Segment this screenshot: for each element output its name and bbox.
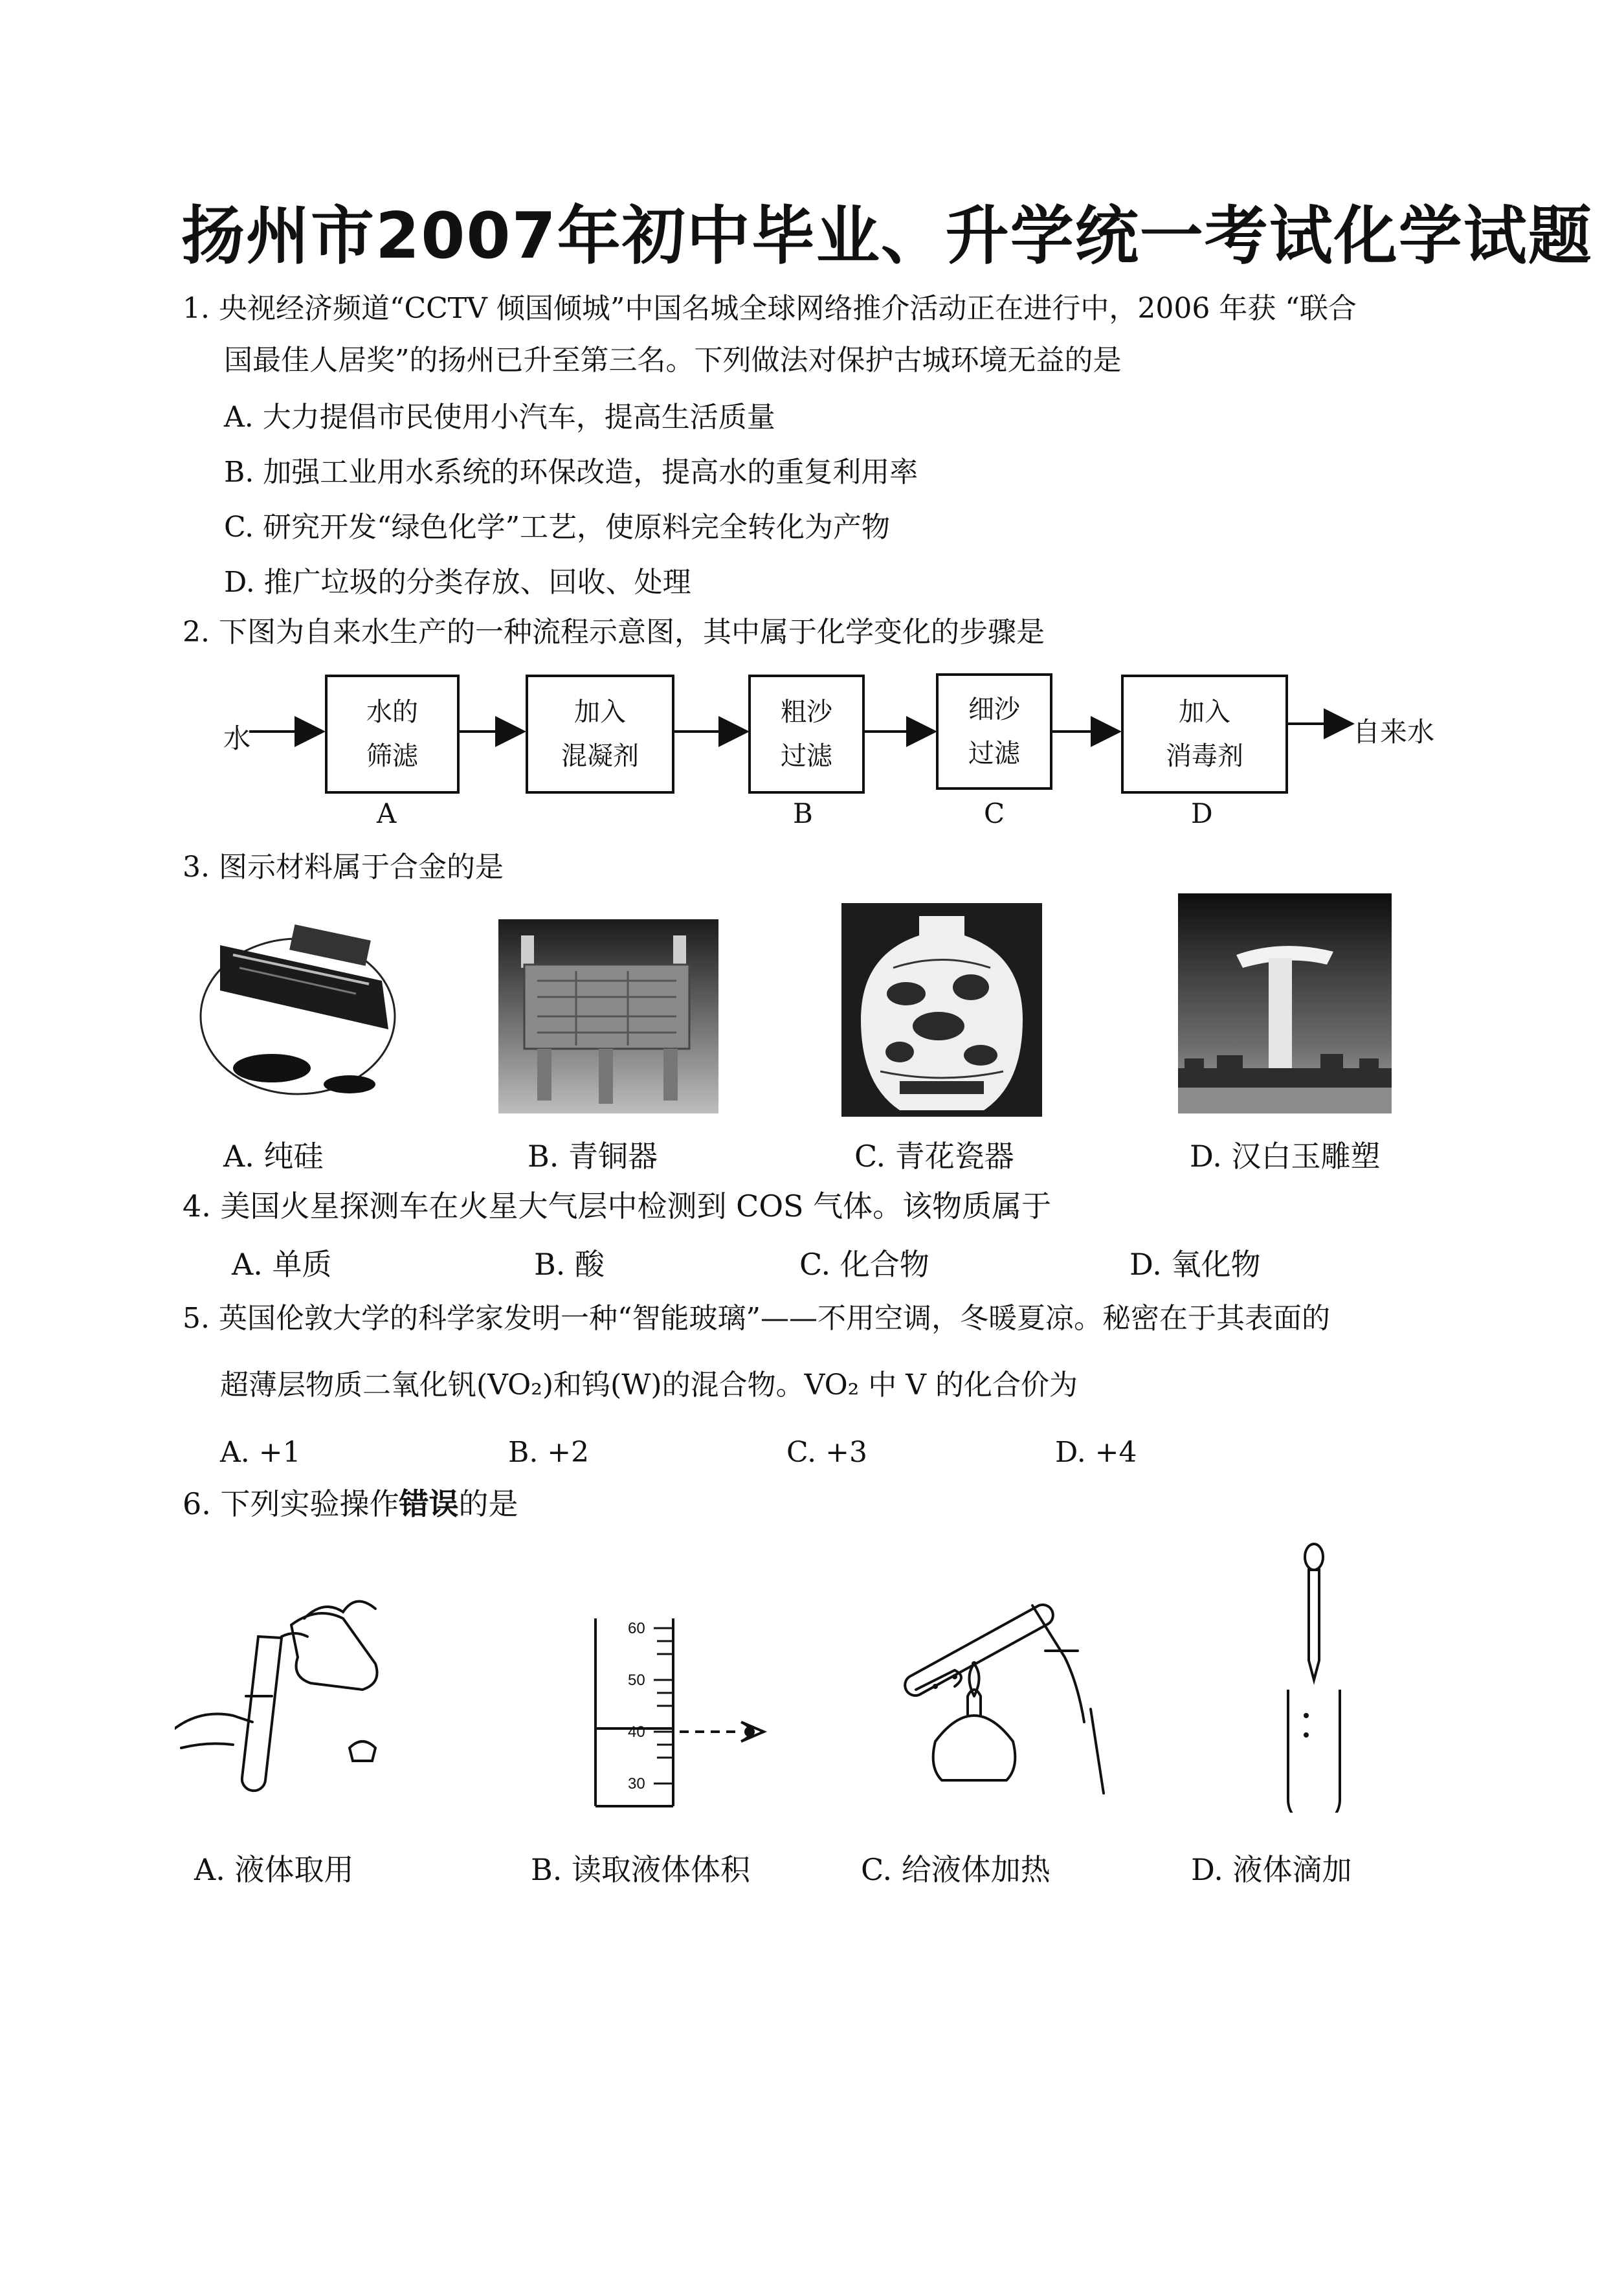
q5-stem-line2: 超薄层物质二氧化钒(VO₂)和钨(W)的混合物。VO₂ 中 V 的化合价为 xyxy=(220,1369,1078,1402)
flow-box-1-line2: 筛滤 xyxy=(366,741,418,771)
flow-label-d: D xyxy=(1191,798,1213,829)
q1-option-a: A. 大力提倡市民使用小汽车，提高生活质量 xyxy=(224,401,775,434)
q3-caption-c: C. 青花瓷器 xyxy=(854,1139,1014,1174)
q1-stem-line1: 1. 央视经济频道“CCTV 倾国倾城”中国名城全球网络推介活动正在进行中，2006 年获 “联合 xyxy=(183,292,1357,325)
flow-box-5-line2: 消毒剂 xyxy=(1166,741,1243,771)
q5-option-d: D. +4 xyxy=(1055,1436,1137,1469)
q6-stem-post: 的是 xyxy=(458,1486,518,1521)
flow-box-fine-sand xyxy=(936,673,1052,790)
q5-option-a: A. +1 xyxy=(220,1436,301,1469)
q3-caption-a: A. 纯硅 xyxy=(223,1139,324,1174)
measuring-cylinder-illustration xyxy=(583,1612,796,1813)
flow-end-label: 自来水 xyxy=(1353,716,1435,748)
q3-stem: 3. 图示材料属于合金的是 xyxy=(183,851,504,884)
q5-option-b: B. +2 xyxy=(508,1436,590,1469)
cylinder-tick-50: 50 xyxy=(628,1672,645,1689)
q3-caption-d: D. 汉白玉雕塑 xyxy=(1190,1139,1381,1174)
q6-caption-d: D. 液体滴加 xyxy=(1191,1852,1352,1887)
flow-label-c: C xyxy=(984,798,1005,829)
flow-box-4-line2: 过滤 xyxy=(968,739,1020,768)
q1-option-d: D. 推广垃圾的分类存放、回收、处理 xyxy=(224,566,691,599)
q6-caption-b: B. 读取液体体积 xyxy=(531,1852,751,1887)
q6-stem-pre: 6. 下列实验操作 xyxy=(183,1486,399,1521)
q2-stem: 2. 下图为自来水生产的一种流程示意图，其中属于化学变化的步骤是 xyxy=(183,616,1045,649)
flow-box-coagulant xyxy=(526,675,674,794)
q4-stem: 4. 美国火星探测车在火星大气层中检测到 COS 气体。该物质属于 xyxy=(183,1189,1052,1224)
flow-box-2-line2: 混凝剂 xyxy=(561,741,639,771)
q5-option-c: C. +3 xyxy=(786,1436,867,1469)
q3-caption-b: B. 青铜器 xyxy=(528,1139,658,1174)
flow-box-4-line1: 细沙 xyxy=(968,695,1020,724)
q1-stem-line2: 国最佳人居奖”的扬州已升至第三名。下列做法对保护古城环境无益的是 xyxy=(224,344,1122,377)
q4-option-a: A. 单质 xyxy=(232,1247,332,1282)
cylinder-tick-30: 30 xyxy=(628,1775,645,1793)
page-title: 扬州市2007年初中毕业、升学统一考试化学试题 xyxy=(181,199,1593,273)
flow-box-screening xyxy=(325,675,460,794)
flow-box-3-line1: 粗沙 xyxy=(781,697,832,727)
flow-label-a: A xyxy=(377,798,397,829)
q4-option-b: B. 酸 xyxy=(534,1247,605,1282)
flow-box-coarse-sand xyxy=(748,675,865,794)
q5-stem-line1: 5. 英国伦敦大学的科学家发明一种“智能玻璃”——不用空调，冬暖夏凉。秘密在于其表面的 xyxy=(183,1302,1330,1335)
dropper-illustration xyxy=(1269,1541,1359,1813)
flow-box-3-line2: 过滤 xyxy=(781,741,832,771)
flow-start-label: 水 xyxy=(223,722,251,754)
flow-box-1-line1: 水的 xyxy=(366,697,418,727)
porcelain-vase-image xyxy=(841,903,1042,1117)
q1-option-b: B. 加强工业用水系统的环保改造，提高水的重复利用率 xyxy=(224,456,918,489)
q4-option-c: C. 化合物 xyxy=(799,1247,929,1282)
q4-option-d: D. 氧化物 xyxy=(1129,1247,1261,1282)
heating-liquid-illustration xyxy=(896,1593,1117,1806)
bronze-vessel-image xyxy=(498,919,718,1113)
cylinder-tick-60: 60 xyxy=(628,1620,645,1637)
pouring-liquid-illustration xyxy=(175,1599,421,1813)
cylinder-tick-40: 40 xyxy=(628,1723,645,1741)
q6-caption-c: C. 给液体加热 xyxy=(861,1852,1051,1887)
flow-box-2-line1: 加入 xyxy=(574,697,626,727)
marble-column-image xyxy=(1178,893,1392,1113)
q1-option-c: C. 研究开发“绿色化学”工艺，使原料完全转化为产物 xyxy=(224,511,891,544)
q6-stem xyxy=(183,1486,518,1521)
flow-label-b: B xyxy=(793,798,813,829)
q6-caption-a: A. 液体取用 xyxy=(194,1852,354,1887)
flow-box-disinfectant xyxy=(1121,675,1288,794)
q6-stem-bold: 错误 xyxy=(399,1486,459,1521)
flow-box-5-line1: 加入 xyxy=(1179,697,1230,727)
silicon-wafer-image xyxy=(194,919,408,1113)
